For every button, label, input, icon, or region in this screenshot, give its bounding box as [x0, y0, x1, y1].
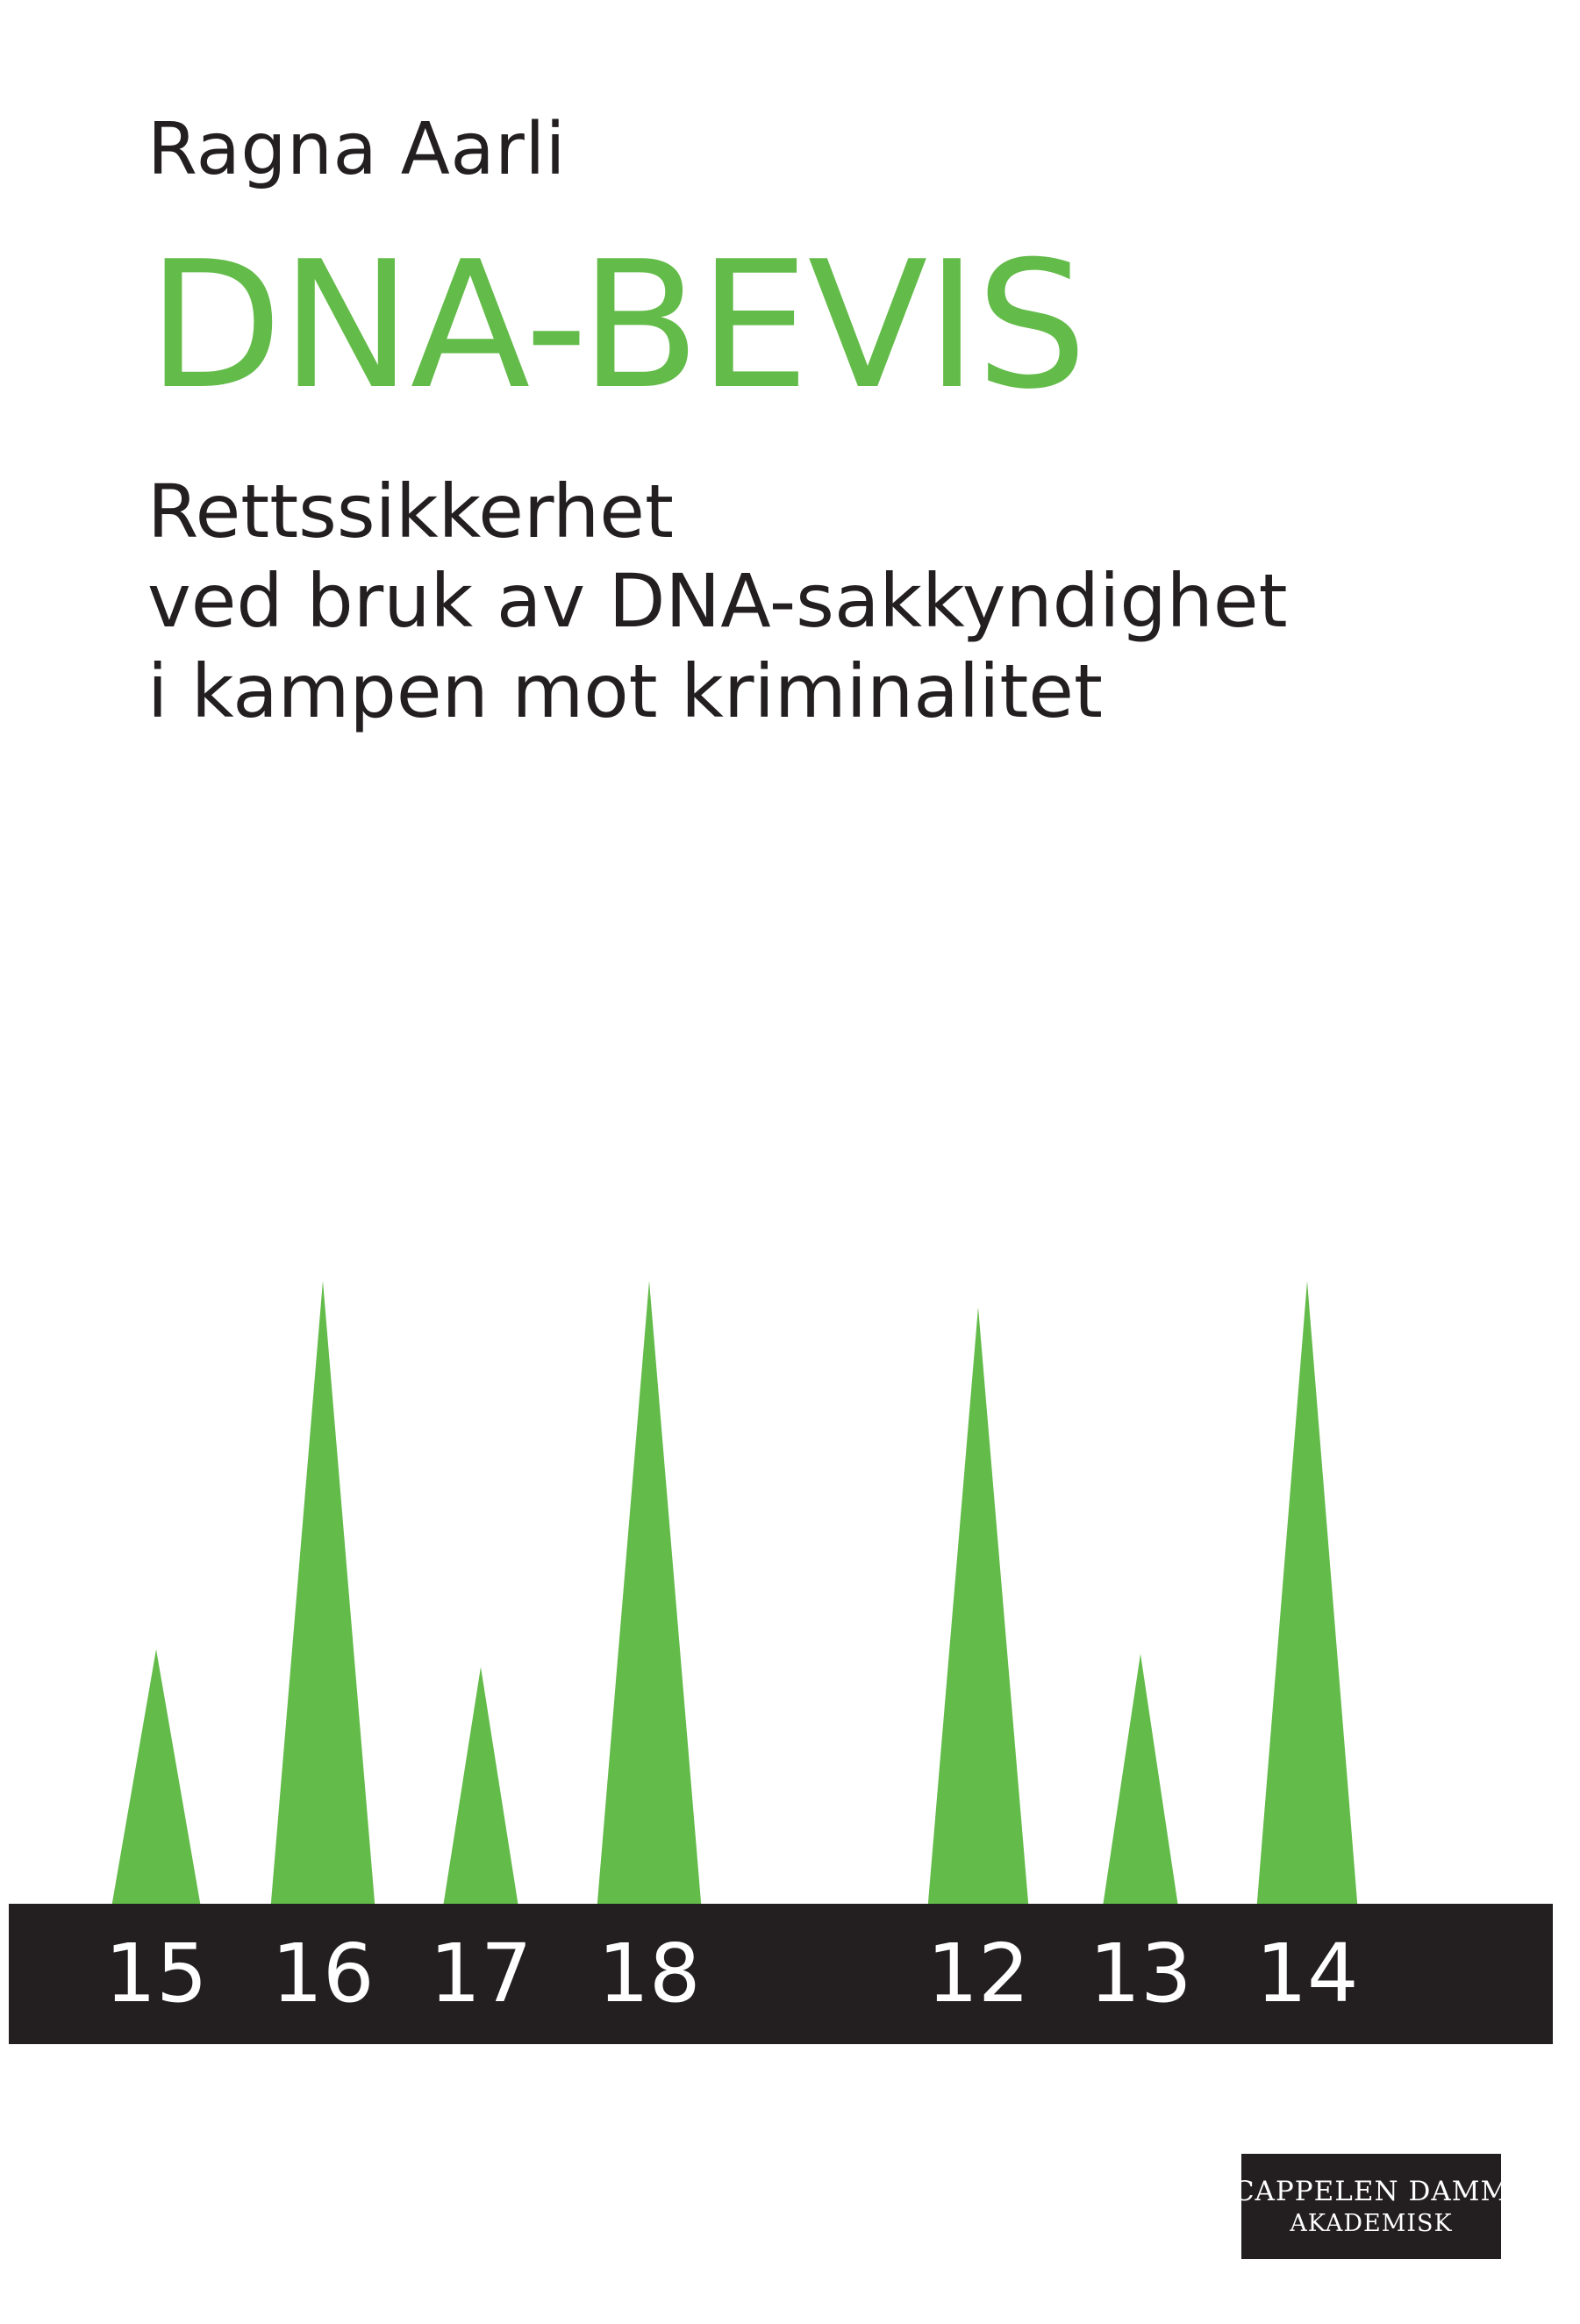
- allele-label: 15: [104, 1927, 208, 2020]
- electropherogram-graphic: [0, 1211, 1580, 1913]
- publisher-imprint: AKADEMISK: [1290, 2209, 1453, 2237]
- allele-label: 14: [1255, 1927, 1359, 2020]
- subtitle-line-1: Rettssikkerhet: [147, 468, 674, 554]
- dna-peak: [442, 1667, 519, 1913]
- dna-peak: [270, 1281, 375, 1913]
- allele-label: 18: [597, 1927, 701, 2020]
- dna-peak: [597, 1281, 702, 1913]
- dna-peak: [927, 1307, 1029, 1913]
- publisher-logo: [1233, 2154, 1510, 2259]
- subtitle-line-2: ved bruk av DNA-sakkyndighet: [147, 558, 1288, 645]
- dna-peak: [1102, 1654, 1179, 1913]
- book-title: DNA-BEVIS: [147, 224, 1086, 428]
- allele-label: 17: [429, 1927, 533, 2020]
- dna-peak: [1256, 1281, 1358, 1913]
- allele-label: 12: [926, 1927, 1030, 2020]
- peaks-svg: [0, 1211, 1580, 1913]
- cover-text-block: [147, 108, 1446, 736]
- allele-label-container: [9, 1904, 1553, 2044]
- author-name: Ragna Aarli: [147, 108, 566, 191]
- subtitle-line-3: i kampen mot kriminalitet: [147, 647, 1103, 734]
- allele-label: 13: [1089, 1927, 1192, 2020]
- publisher-name: CAPPELEN DAMM: [1233, 2175, 1510, 2207]
- allele-label: 16: [271, 1927, 375, 2020]
- dna-peak: [111, 1649, 202, 1913]
- allele-label-bar: [9, 1904, 1553, 2044]
- book-subtitle: [147, 467, 1446, 736]
